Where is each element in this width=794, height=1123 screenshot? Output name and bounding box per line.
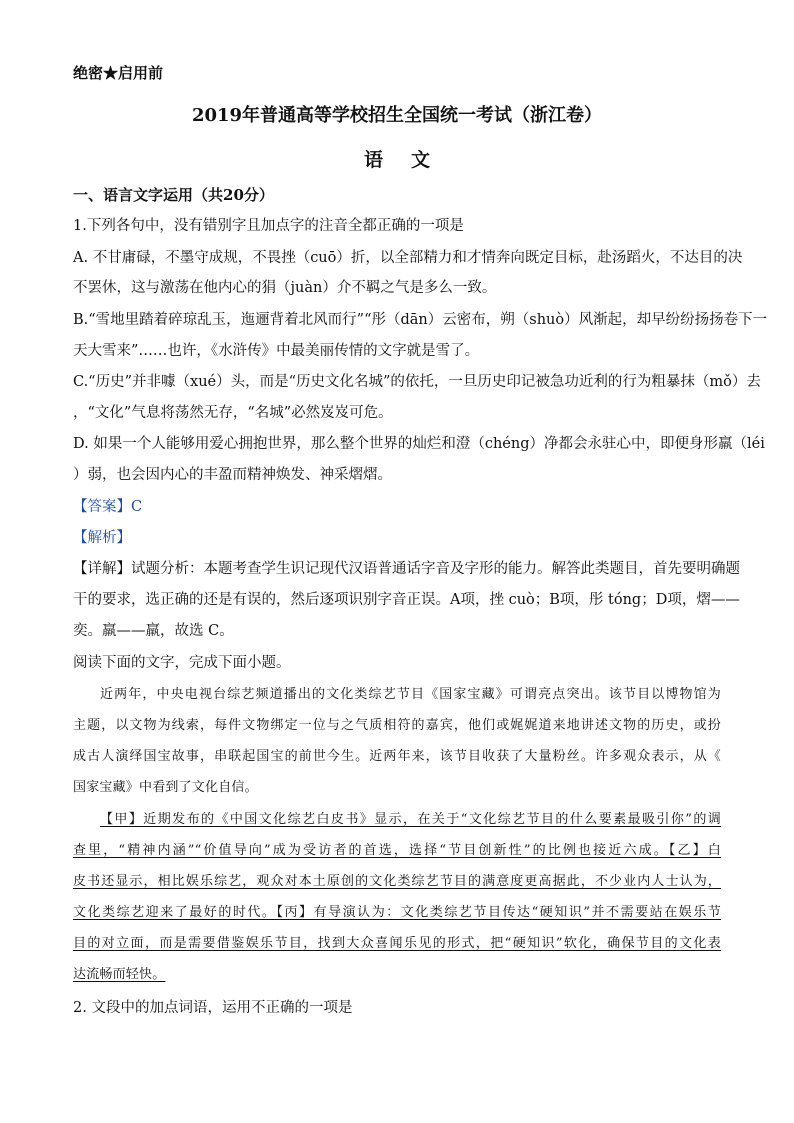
passage-p2-line3: 皮书还显示，相比娱乐综艺，观众对本土原创的文化类综艺节目的满意度更高据此，不少业内人士认为， [73, 874, 721, 889]
passage-p2-line4: 文化类综艺迎来了最好的时代。【丙】有导演认为：文化类综艺节目传达“硬知识”并不需要站在娱乐节 [73, 905, 721, 920]
passage-p2-line6: 达流畅而轻快。 [73, 967, 166, 982]
passage-p2-line1: 【甲】近期发布的《中国文化综艺白皮书》显示，在关于“文化综艺节目的什么要素最吸引你”的调 [100, 812, 721, 827]
q1-option-c-line2: ，“文化”气息将荡然无存，“名城”必然岌岌可危。 [73, 405, 393, 421]
q1-option-b-line2: 天大雪来”……也许，《水浒传》中最美丽传情的文字就是雪了。 [73, 343, 480, 359]
exam-title: 2019年普通高等学校招生全国统一考试（浙江卷） [191, 105, 603, 126]
passage-p2-line2: 查里，“精神内涵”“价值导向”成为受访者的首选，选择“节目创新性”的比例也接近六成。【乙】白 [73, 843, 721, 858]
q1-analysis-heading: 【解析】 [73, 530, 131, 546]
section-heading: 一、语言文字运用（共20分） [73, 186, 274, 204]
subject-title: 语文 [363, 149, 458, 171]
q1-option-c-line1: C.“历史”并非噱（xué）头，而是“历史文化名城”的依托，一旦历史印记被急功近利的行为粗暴抹（mǒ）去 [73, 374, 761, 390]
q1-option-d-line2: ）弱，也会因内心的丰盈而精神焕发、神采熠熠。 [73, 467, 392, 483]
passage-p1-line1: 近两年，中央电视台综艺频道播出的文化类综艺节目《国家宝藏》可谓亮点突出。该节目以博物馆为 [100, 687, 721, 702]
passage-p1-line2: 主题，以文物为线索，每件文物绑定一位与之气质相符的嘉宾，他们或娓娓道来地讲述文物的历史，或扮 [73, 718, 721, 733]
reading-instruction: 阅读下面的文字，完成下面小题。 [73, 655, 291, 671]
q1-option-d-line1: D. 如果一个人能够用爱心拥抱世界，那么整个世界的灿烂和澄（chéng）净都会永驻心中，即便身形羸（léi [73, 436, 765, 452]
q1-option-b-line1: B.“雪地里踏着碎琼乱玉，迤逦背着北风而行”“彤（dān）云密布，朔（shuò）风渐起，却早纷纷扬扬卷下一 [73, 312, 768, 328]
passage-p1-line4: 国家宝藏》中看到了文化自信。 [73, 780, 258, 795]
q1-option-a-line2: 不罢休，这与激荡在他内心的狷（juàn）介不羁之气是多么一致。 [73, 280, 497, 296]
q1-detail-line3: 奕。羸——羸，故选 C。 [73, 623, 234, 639]
q1-answer: 【答案】C [73, 499, 143, 515]
passage-p1-line3: 成古人演绎国宝故事，串联起国宝的前世今生。近两年来，该节目收获了大量粉丝。许多观众表示，从《 [73, 749, 721, 764]
q1-detail-line1: 【详解】试题分析：本题考查学生识记现代汉语普通话字音及字形的能力。解答此类题目，首先要明确题 [73, 561, 740, 577]
confidential-label: 绝密★启用前 [73, 64, 164, 82]
passage-p2-line5: 目的对立面，而是需要借鉴娱乐节目，找到大众喜闻乐见的形式，把“硬知识”软化，确保节目的文化表 [73, 936, 721, 951]
q1-stem: 1.下列各句中，没有错别字且加点字的注音全都正确的一项是 [73, 218, 464, 234]
q1-detail-line2: 干的要求，选正确的还是有误的，然后逐项识别字音正误。A项，挫 cuò；B项，彤 tóng；D项，熠—— [73, 592, 740, 608]
q1-option-a-line1: A. 不甘庸碌，不墨守成规，不畏挫（cuō）折，以全部精力和才情奔向既定目标，赴汤蹈火，不达目的决 [73, 250, 743, 266]
q2-stem: 2. 文段中的加点词语，运用不正确的一项是 [73, 1000, 353, 1016]
